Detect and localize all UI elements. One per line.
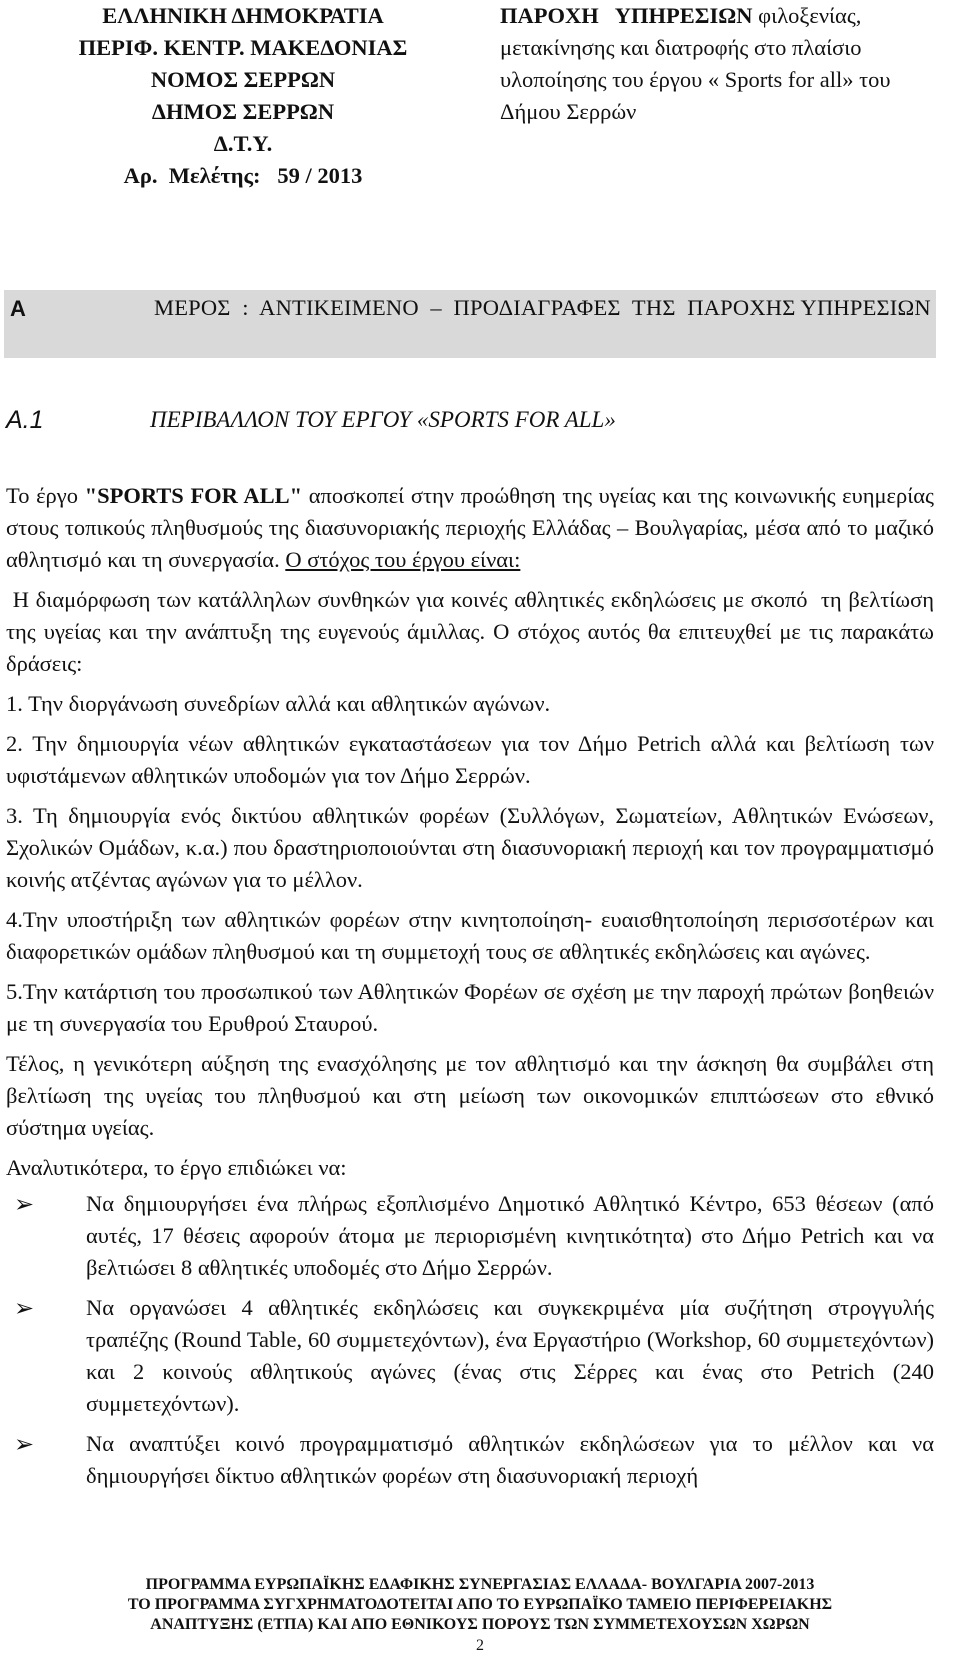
- arrow-bullet-icon: ➢: [14, 1294, 35, 1322]
- project-name: "SPORTS FOR ALL": [84, 483, 303, 508]
- list-item-text: Να αναπτύξει κοινό προγραμματισμό αθλητικών εκδηλώσεων για το μέλλον και να δημιουργήσει δίκτυο αθλητικών φορέων στη διασυνοριακή περιοχή: [86, 1431, 934, 1488]
- list-item: [6, 1292, 934, 1420]
- action-item: 5.Την κατάρτιση του προσωπικού των Αθλητικών Φορέων σε σχέση με την παροχή πρώτων βοηθειών με τη συνεργασία του Ερυθρού Σταυρού.: [6, 979, 934, 1036]
- project-title-block: [500, 0, 940, 128]
- section-banner-title: ΜΕΡΟΣ : ΑΝΤΙΚΕΙΜΕΝΟ – ΠΡΟΔΙΑΓΡΑΦΕΣ ΤΗΣ ΠΑΡΟΧΗΣ ΥΠΗΡΕΣΙΩΝ: [154, 295, 931, 320]
- issuer-line: Δ.Τ.Υ.: [213, 131, 273, 156]
- detail-intro: Αναλυτικότερα, το έργο επιδιώκει να:: [6, 1155, 347, 1180]
- objective-label: Ο στόχος του έργου είναι:: [285, 547, 521, 572]
- arrow-bullet-icon: ➢: [14, 1430, 35, 1458]
- action-item: 3. Τη δημιουργία ενός δικτύου αθλητικών φορέων (Συλλόγων, Σωματείων, Αθλητικών Ενώσεων, Σχολικών Ομάδων, κ.α.) που δραστηριοποιούνται στη διασυνοριακή περιοχή και τον προγραμματισμό κοινής ατζέντας αγώνων για το μέλλον.: [6, 803, 934, 892]
- page-number: 2: [476, 1637, 484, 1654]
- issuer-line: ΕΛΛΗΝΙΚΗ ΔΗΜΟΚΡΑΤΙΑ: [102, 3, 384, 28]
- program-footer: [40, 1575, 920, 1635]
- list-item: [6, 1188, 934, 1284]
- action-item: 1. Την διοργάνωση συνεδρίων αλλά και αθλητικών αγώνων.: [6, 691, 551, 716]
- section-banner: [4, 290, 936, 358]
- study-number: Αρ. Μελέτης: 59 / 2013: [123, 163, 363, 188]
- project-title-rest: φιλοξενίας, μετακίνησης και διατροφής στο πλαίσιο υλοποίησης του έργου « Sports for all» του Δήμου Σερρών: [500, 3, 891, 124]
- arrow-bullet-icon: ➢: [14, 1190, 35, 1218]
- issuer-block: [58, 0, 428, 192]
- project-title-lead: ΠΑΡΟΧΗ ΥΠΗΡΕΣΙΩΝ: [500, 3, 753, 28]
- action-item: 4.Την υποστήριξη των αθλητικών φορέων στην κινητοποίηση- ευαισθητοποίηση περισσοτέρων και διαφορετικών ομάδων πληθυσμού και τη συμμετοχή τους σε αθλητικές εκδηλώσεις και αγώνες.: [6, 907, 934, 964]
- subsection-number: Α.1: [6, 406, 44, 434]
- document-body: [6, 480, 940, 1500]
- goals-list: [6, 1188, 934, 1492]
- list-item-text: Να δημιουργήσει ένα πλήρως εξοπλισμένο Δημοτικό Αθλητικό Κέντρο, 653 θέσεων (από αυτές, 17 θέσεις αφορούν άτομα με περιορισμένη κινητικότητα) στο Δήμο Petrich και να βελτιώσει 8 αθλητικές υποδομές στο Δήμο Σερρών.: [86, 1191, 934, 1280]
- intro-text: Το έργο: [6, 483, 85, 508]
- list-item: [6, 1428, 934, 1492]
- section-letter: Α: [10, 296, 26, 321]
- action-item: 2. Την δημιουργία νέων αθλητικών εγκαταστάσεων για τον Δήμο Petrich αλλά και βελτίωση των υφιστάμενων αθλητικών υποδομών για τον Δήμο Σερρών.: [6, 731, 934, 788]
- intro-text: αποσκοπεί στην προώθηση της υγείας και της κοινωνικής ευημερίας στους τοπικούς πληθυσμούς της διασυνοριακής περιοχής Ελλάδας – Βουλγαρίας, μέσα από το μαζικό αθλητισμό και τη συνεργασία.: [6, 483, 934, 572]
- list-item-text: Να οργανώσει 4 αθλητικές εκδηλώσεις και συγκεκριμένα μία συζήτηση στρογγυλής τραπέζης (Round Table, 60 συμμετεχόντων), ένα Εργαστήριο (Workshop, 60 συμμετεχόντων) και 2 κοινούς αθλητικούς αγώνες (ένας στις Σέρρες και ένας στο Petrich (240 συμμετεχόντων).: [86, 1295, 934, 1416]
- issuer-line: ΔΗΜΟΣ ΣΕΡΡΩΝ: [151, 99, 335, 124]
- objective-paragraph: Η διαμόρφωση των κατάλληλων συνθηκών για κοινές αθλητικές εκδηλώσεις με σκοπό τη βελτίωση της υγείας και την ανάπτυξη της ευγενούς άμιλλας. Ο στόχος αυτός θα επιτευχθεί με τις παρακάτω δράσεις:: [6, 587, 940, 676]
- intro-paragraph: [6, 480, 934, 576]
- closing-paragraph: Τέλος, η γενικότερη αύξηση της ενασχόλησης με τον αθλητισμό και την άσκηση θα συμβάλει στη βελτίωση της υγείας του πληθυσμού και στη μείωση των οικονομικών επιπτώσεων στο εθνικό σύστημα υγείας.: [6, 1051, 934, 1140]
- footer-line: ΑΝΑΠΤΥΞΗΣ (ΕΤΠΑ) ΚΑΙ ΑΠΟ ΕΘΝΙΚΟΥΣ ΠΟΡΟΥΣ ΤΩΝ ΣΥΜΜΕΤΕΧΟΥΣΩΝ ΧΩΡΩΝ: [150, 1616, 810, 1633]
- footer-line: ΠΡΟΓΡΑΜΜΑ ΕΥΡΩΠΑΪΚΗΣ ΕΔΑΦΙΚΗΣ ΣΥΝΕΡΓΑΣΙΑΣ ΕΛΛΑΔΑ- ΒΟΥΛΓΑΡΙΑ 2007-2013: [145, 1576, 815, 1593]
- footer-line: ΤΟ ΠΡΟΓΡΑΜΜΑ ΣΥΓΧΡΗΜΑΤΟΔΟΤΕΙΤΑΙ ΑΠΟ ΤΟ ΕΥΡΩΠΑΪΚΟ ΤΑΜΕΙΟ ΠΕΡΙΦΕΡΕΙΑΚΗΣ: [127, 1596, 833, 1613]
- issuer-line: ΠΕΡΙΦ. ΚΕΝΤΡ. ΜΑΚΕΔΟΝΙΑΣ: [78, 35, 408, 60]
- subsection-title: ΠΕΡΙΒΑΛΛΟΝ ΤΟΥ ΕΡΓΟΥ «SPORTS FOR ALL»: [150, 407, 616, 432]
- issuer-line: ΝΟΜΟΣ ΣΕΡΡΩΝ: [150, 67, 336, 92]
